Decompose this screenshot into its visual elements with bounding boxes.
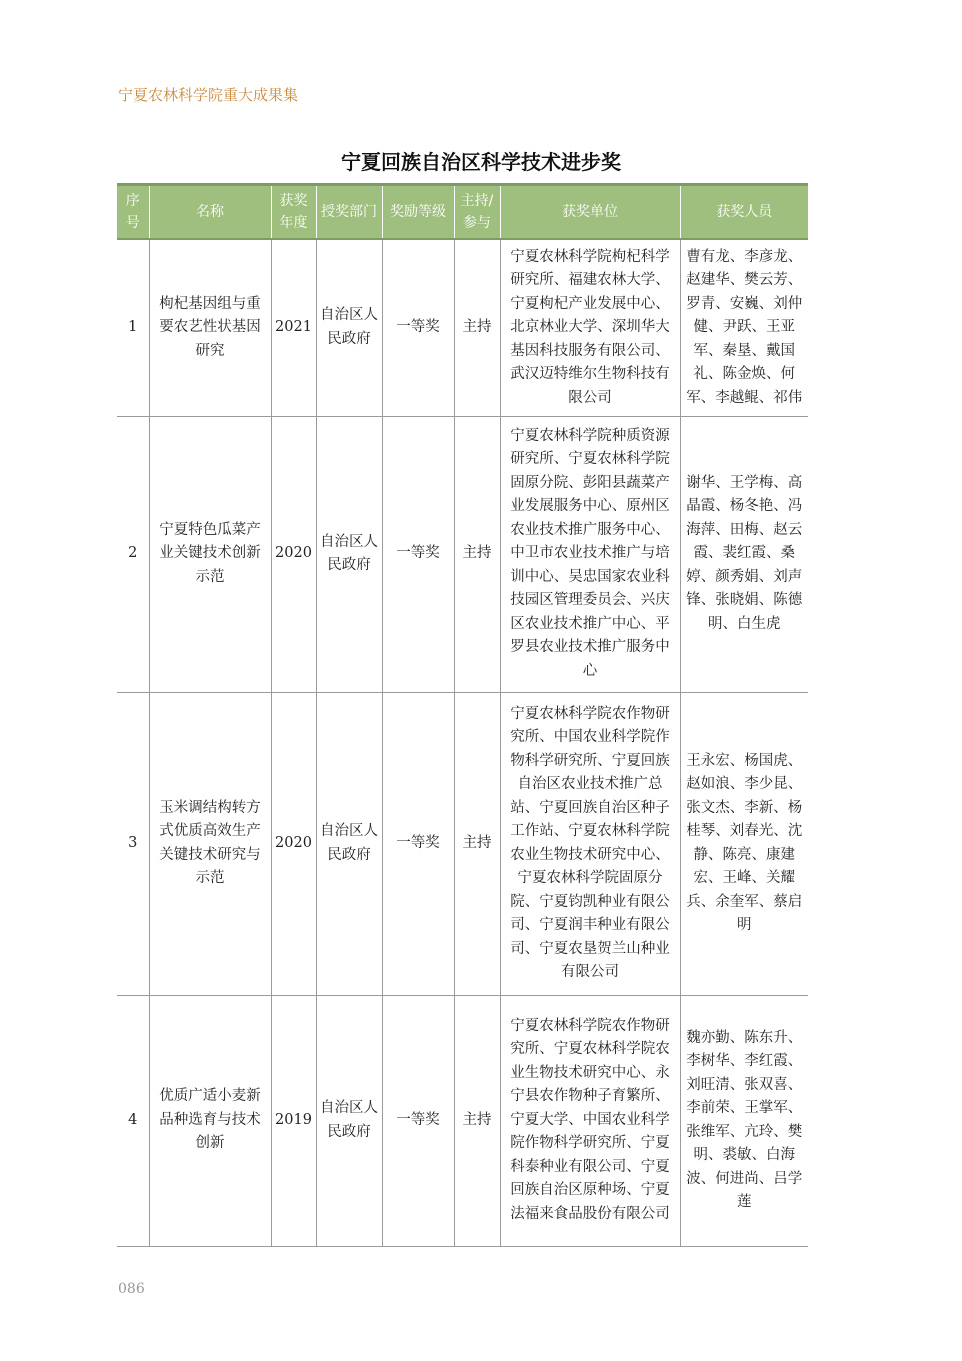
cell-role: 主持	[454, 692, 500, 995]
page-number: 086	[118, 1281, 145, 1297]
cell-name: 宁夏特色瓜菜产业关键技术创新示范	[149, 416, 271, 692]
cell-people: 曹有龙、李彦龙、赵建华、樊云芳、罗青、安巍、刘仲健、尹跃、王亚军、秦垦、戴国礼、陈金焕、何军、李越鲲、祁伟	[680, 239, 808, 416]
cell-year: 2020	[271, 692, 316, 995]
header-row	[117, 185, 808, 240]
cell-level: 一等奖	[382, 995, 454, 1246]
cell-level: 一等奖	[382, 416, 454, 692]
cell-level: 一等奖	[382, 692, 454, 995]
awards-table	[117, 183, 808, 1247]
cell-name: 优质广适小麦新品种选育与技术创新	[149, 995, 271, 1246]
table-row	[117, 239, 808, 416]
header-people: 获奖人员	[680, 185, 808, 240]
cell-units: 宁夏农林科学院农作物研究所、宁夏农林科学院农业生物技术研究中心、永宁县农作物种子育繁所、宁夏大学、中国农业科学院作物科学研究所、宁夏科泰种业有限公司、宁夏回族自治区原种场、宁夏法福来食品股份有限公司	[500, 995, 680, 1246]
cell-role: 主持	[454, 995, 500, 1246]
table-row	[117, 692, 808, 995]
table-row	[117, 416, 808, 692]
cell-units: 宁夏农林科学院种质资源研究所、宁夏农林科学院固原分院、彭阳县蔬菜产业发展服务中心、原州区农业技术推广服务中心、中卫市农业技术推广与培训中心、吴忠国家农业科技园区管理委员会、兴庆区农业技术推广中心、平罗县农业技术推广服务中心	[500, 416, 680, 692]
cell-year: 2021	[271, 239, 316, 416]
cell-year: 2020	[271, 416, 316, 692]
cell-people: 魏亦勤、陈东升、李树华、李红霞、刘旺清、张双喜、李前荣、王掌军、张维军、亢玲、樊明、裘敏、白海波、何进尚、吕学莲	[680, 995, 808, 1246]
cell-dept: 自治区人民政府	[316, 239, 382, 416]
header-units: 获奖单位	[500, 185, 680, 240]
header-role: 主持/参与	[454, 185, 500, 240]
cell-dept: 自治区人民政府	[316, 995, 382, 1246]
cell-role: 主持	[454, 239, 500, 416]
header-name: 名称	[149, 185, 271, 240]
cell-units: 宁夏农林科学院枸杞科学研究所、福建农林大学、宁夏枸杞产业发展中心、北京林业大学、深圳华大基因科技服务有限公司、武汉迈特维尔生物科技有限公司	[500, 239, 680, 416]
running-head: 宁夏农林科学院重大成果集	[118, 86, 299, 104]
header-dept: 授奖部门	[316, 185, 382, 240]
cell-year: 2019	[271, 995, 316, 1246]
header-year: 获奖年度	[271, 185, 316, 240]
header-level: 奖励等级	[382, 185, 454, 240]
cell-people: 谢华、王学梅、高晶霞、杨冬艳、冯海萍、田梅、赵云霞、裴红霞、桑婷、颜秀娟、刘声锋、张晓娟、陈德明、白生虎	[680, 416, 808, 692]
cell-no: 4	[117, 995, 149, 1246]
cell-no: 1	[117, 239, 149, 416]
cell-level: 一等奖	[382, 239, 454, 416]
header-no: 序号	[117, 185, 149, 240]
cell-units: 宁夏农林科学院农作物研究所、中国农业科学院作物科学研究所、宁夏回族自治区农业技术推广总站、宁夏回族自治区种子工作站、宁夏农林科学院农业生物技术研究中心、宁夏农林科学院固原分院、宁夏钧凯种业有限公司、宁夏润丰种业有限公司、宁夏农垦贺兰山种业有限公司	[500, 692, 680, 995]
table-title: 宁夏回族自治区科学技术进步奖	[341, 150, 621, 174]
table-row	[117, 995, 808, 1246]
cell-dept: 自治区人民政府	[316, 416, 382, 692]
cell-dept: 自治区人民政府	[316, 692, 382, 995]
cell-no: 2	[117, 416, 149, 692]
cell-name: 玉米调结构转方式优质高效生产关键技术研究与示范	[149, 692, 271, 995]
cell-people: 王永宏、杨国虎、赵如浪、李少昆、张文杰、李新、杨桂琴、刘春光、沈静、陈亮、康建宏、王峰、关耀兵、余奎军、蔡启明	[680, 692, 808, 995]
cell-name: 枸杞基因组与重要农艺性状基因研究	[149, 239, 271, 416]
cell-role: 主持	[454, 416, 500, 692]
cell-no: 3	[117, 692, 149, 995]
